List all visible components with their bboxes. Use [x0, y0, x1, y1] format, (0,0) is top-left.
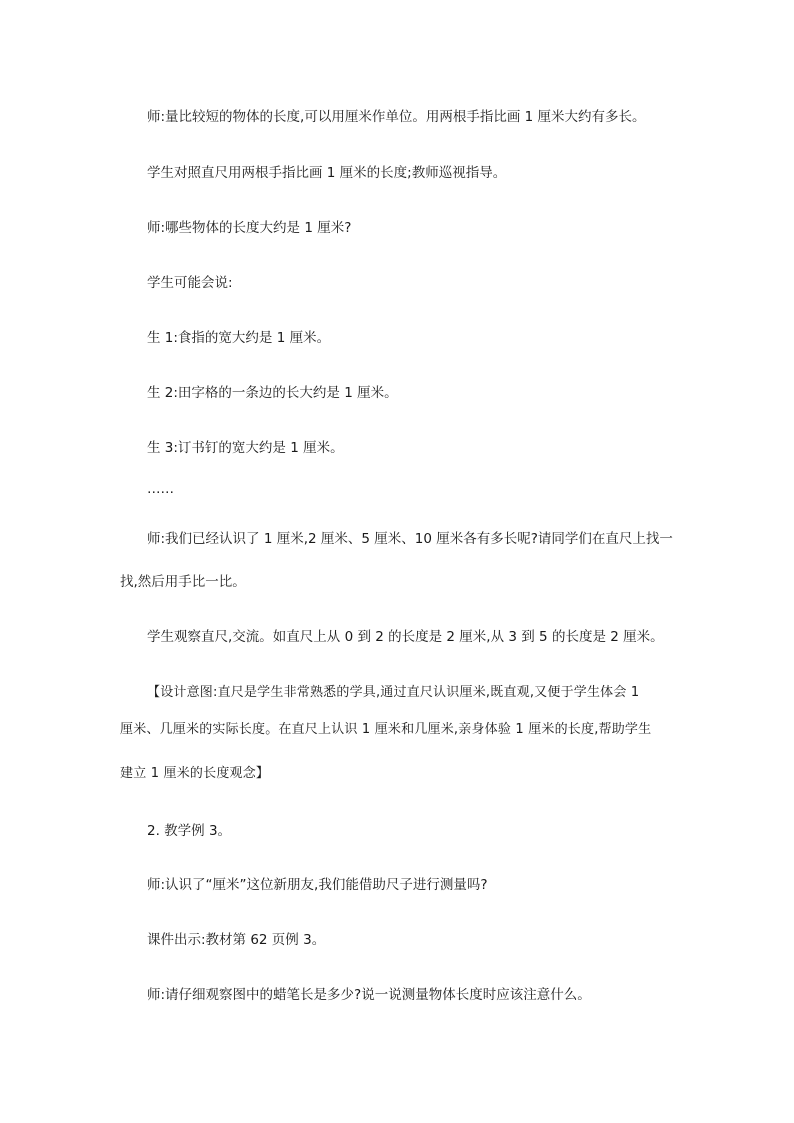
paragraph-student-3: 生 3:订书钉的宽大约是 1 厘米。	[147, 440, 344, 456]
paragraph-teacher-question: 师:哪些物体的长度大约是 1 厘米?	[147, 220, 352, 236]
paragraph-ellipsis: ……	[147, 481, 174, 497]
paragraph-teacher-ruler-line-2: 找,然后用手比一比。	[120, 574, 246, 590]
design-intent-line-1: 【设计意图:直尺是学生非常熟悉的学具,通过直尺认识厘米,既直观,又便于学生体会 1	[147, 685, 640, 700]
paragraph-student-1: 生 1:食指的宽大约是 1 厘米。	[147, 330, 331, 346]
paragraph-example-3-heading: 2. 教学例 3。	[147, 823, 232, 839]
paragraph-teacher-crayon: 师:请仔细观察图中的蜡笔长是多少?说一说测量物体长度时应该注意什么。	[147, 987, 591, 1003]
paragraph-courseware: 课件出示:教材第 62 页例 3。	[147, 932, 326, 948]
paragraph-students-may-say: 学生可能会说:	[147, 275, 233, 291]
design-intent-line-3: 建立 1 厘米的长度观念】	[120, 766, 270, 781]
paragraph-teacher-centimeter-unit: 师:量比较短的物体的长度,可以用厘米作单位。用两根手指比画 1 厘米大约有多长。	[147, 109, 646, 125]
paragraph-student-observe: 学生观察直尺,交流。如直尺上从 0 到 2 的长度是 2 厘米,从 3 到 5 的长度是 2 厘米。	[147, 629, 664, 645]
paragraph-teacher-ruler-line-1: 师:我们已经认识了 1 厘米,2 厘米、5 厘米、10 厘米各有多长呢?请同学们在直尺上找一	[147, 531, 673, 547]
paragraph-student-gesture: 学生对照直尺用两根手指比画 1 厘米的长度;教师巡视指导。	[147, 165, 507, 181]
design-intent-line-2: 厘米、几厘米的实际长度。在直尺上认识 1 厘米和几厘米,亲身体验 1 厘米的长度,帮助学生	[120, 722, 652, 737]
paragraph-teacher-new-friend: 师:认识了“厘米”这位新朋友,我们能借助尺子进行测量吗?	[147, 877, 488, 893]
paragraph-student-2: 生 2:田字格的一条边的长大约是 1 厘米。	[147, 385, 398, 401]
